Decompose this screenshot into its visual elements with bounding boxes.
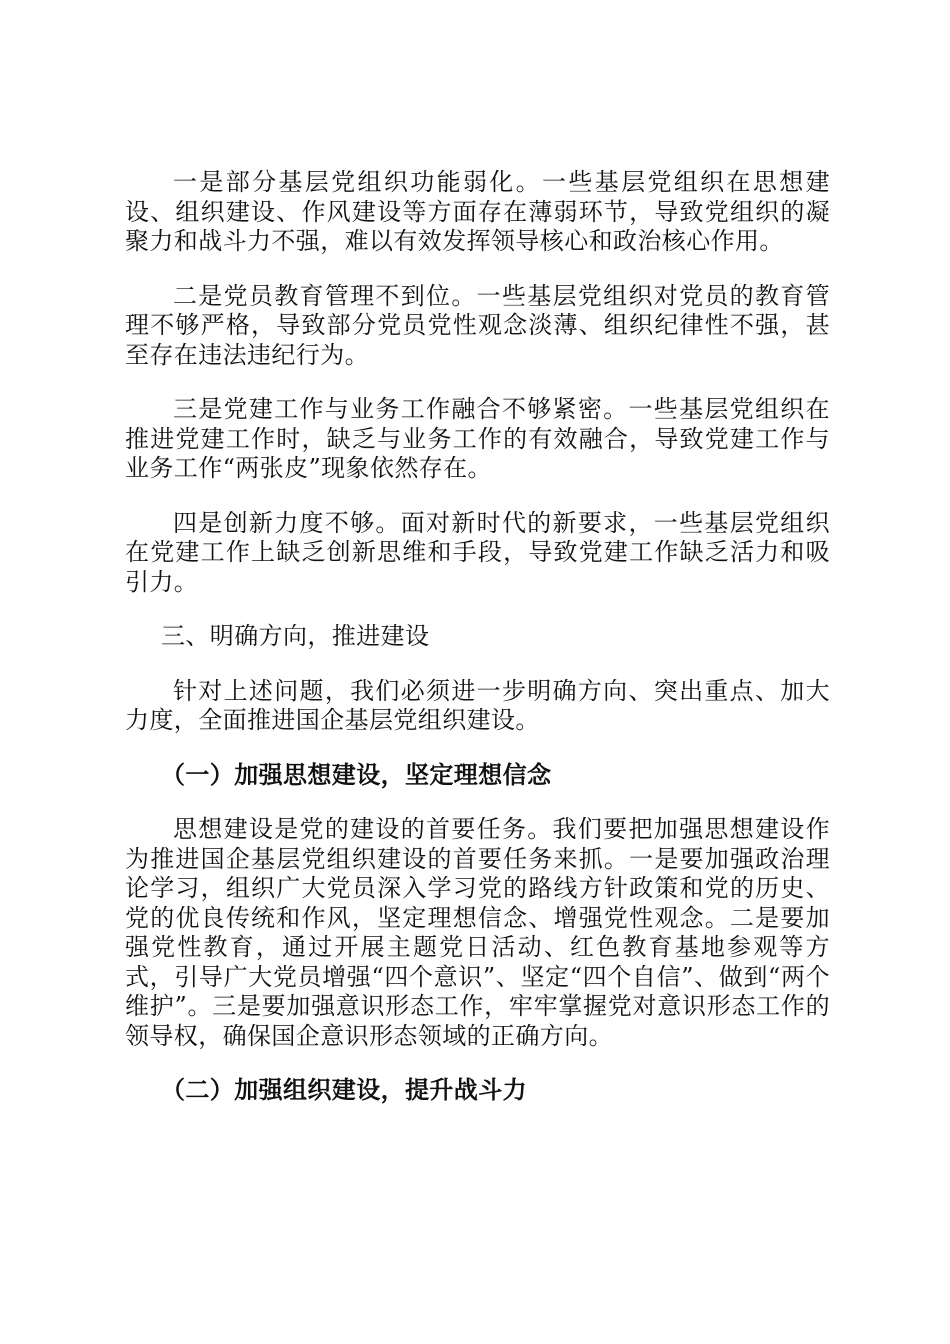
document-page bbox=[125, 168, 830, 1131]
subsection-1-body: 思想建设是党的建设的首要任务。我们要把加强思想建设作为推进国企基层党组织建设的首要任务来抓。一是要加强政治理论学习，组织广大党员深入学习党的路线方针政策和党的历史、党的优良传统和作风，坚定理想信念、增强党性观念。二是要加强党性教育，通过开展主题党日活动、红色教育基地参观等方式，引导广大党员增强“四个意识”、坚定“四个自信”、做到“两个维护”。三是要加强意识形态工作，牢牢掌握党对意识形态工作的领导权，确保国企意识形态领域的正确方向。 bbox=[125, 815, 830, 1050]
section-intro: 针对上述问题，我们必须进一步明确方向、突出重点、加大力度，全面推进国企基层党组织建设。 bbox=[125, 676, 830, 734]
paragraph-problem-4: 四是创新力度不够。面对新时代的新要求，一些基层党组织在党建工作上缺乏创新思维和手段，导致党建工作缺乏活力和吸引力。 bbox=[125, 508, 830, 596]
paragraph-problem-3: 三是党建工作与业务工作融合不够紧密。一些基层党组织在推进党建工作时，缺乏与业务工作的有效融合，导致党建工作与业务工作“两张皮”现象依然存在。 bbox=[125, 395, 830, 482]
subsection-2-heading: （二）加强组织建设，提升战斗力 bbox=[161, 1076, 527, 1104]
subsection-1-heading: （一）加强思想建设，坚定理想信念 bbox=[161, 760, 552, 789]
paragraph-problem-1: 一是部分基层党组织功能弱化。一些基层党组织在思想建设、组织建设、作风建设等方面存在薄弱环节，导致党组织的凝聚力和战斗力不强，难以有效发挥领导核心和政治核心作用。 bbox=[125, 168, 830, 255]
paragraph-problem-2: 二是党员教育管理不到位。一些基层党组织对党员的教育管理不够严格，导致部分党员党性观念淡薄、组织纪律性不强，甚至存在违法违纪行为。 bbox=[125, 281, 830, 369]
section-heading: 三、明确方向，推进建设 bbox=[161, 622, 430, 650]
